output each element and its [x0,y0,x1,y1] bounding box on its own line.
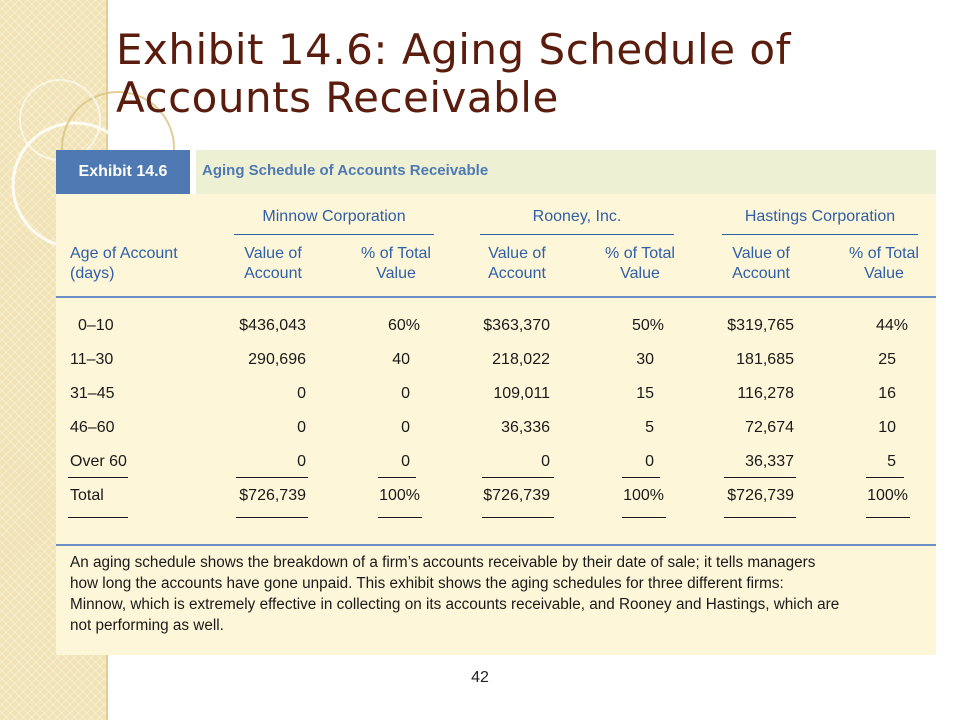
cell-hastings-value: 72,674 [745,419,794,436]
cell-rooney-value: 218,022 [492,351,550,368]
group-header-hastings: Hastings Corporation [744,208,896,225]
underline-minnow-value [236,477,308,478]
underline-hastings-pct [866,517,910,518]
slide-title-line1: Exhibit 14.6: Aging Schedule of [116,25,791,74]
column-header-line: Account [244,265,302,282]
column-header-line: Value of [732,245,790,262]
cell-minnow-value: $436,043 [239,317,306,334]
column-header-line: Value of [244,245,302,262]
cell-minnow-pct: 0 [401,419,410,436]
cell-age: 31–45 [70,385,115,402]
caption-line: how long the accounts have gone unpaid. This exhibit shows the aging schedules for three different firms: [70,575,784,592]
column-header-age [70,244,220,284]
cell-age: 0–10 [78,317,114,334]
cell-minnow-value: $726,739 [239,487,306,504]
cell-age: 46–60 [70,419,115,436]
table-row [56,316,936,350]
underline-age [68,517,128,518]
column-header-hastings-value [714,244,808,284]
page-number: 42 [471,669,489,686]
cell-age: Over 60 [70,453,127,470]
cell-rooney-value: 109,011 [493,385,550,402]
cell-minnow-value: 0 [297,385,306,402]
group-header-rooney: Rooney, Inc. [532,208,622,225]
cell-minnow-pct: 0 [401,453,410,470]
underline-hastings-value [724,517,796,518]
cell-hastings-value: $726,739 [727,487,794,504]
cell-hastings-pct: 100% [867,487,908,504]
column-header-line: % of Total [849,245,919,262]
column-header-rooney-pct [590,244,690,284]
cell-rooney-pct: 30 [636,351,654,368]
column-header-line: Account [732,265,790,282]
column-header-hastings-pct [834,244,934,284]
cell-minnow-value: 290,696 [248,351,306,368]
cell-hastings-value: 181,685 [736,351,794,368]
underline-minnow-value [236,517,308,518]
underline-hastings-value [724,477,796,478]
slide-title [116,26,896,122]
column-header-minnow-value [226,244,320,284]
cell-rooney-pct: 100% [623,487,664,504]
cell-minnow-pct: 60% [387,317,420,334]
cell-rooney-value: 0 [541,453,550,470]
cell-rooney-pct: 15 [636,385,654,402]
cell-minnow-value: 0 [297,419,306,436]
group-underline-hastings [722,234,918,235]
column-header-rooney-value [470,244,564,284]
column-header-line: % of Total [361,245,431,262]
exhibit-heading: Aging Schedule of Accounts Receivable [202,162,489,179]
exhibit-caption [70,552,928,636]
cell-minnow-pct: 0 [401,385,410,402]
cell-hastings-pct: 16 [878,385,896,402]
cell-rooney-value: 36,336 [501,419,550,436]
column-header-minnow-pct [346,244,446,284]
cell-rooney-pct: 50% [631,317,664,334]
column-header-line: % of Total [605,245,675,262]
caption-line: Minnow, which is extremely effective in collecting on its accounts receivable, and Rooney and Hastings, which are [70,596,840,613]
column-header-line: Account [488,265,546,282]
column-header-age-line2: (days) [70,265,115,282]
exhibit-tag: Exhibit 14.6 [56,150,190,194]
cell-minnow-pct: 40 [392,351,410,368]
table-row [56,384,936,418]
cell-hastings-pct: 25 [878,351,896,368]
group-underline-rooney [480,234,674,235]
cell-hastings-value: $319,765 [727,317,794,334]
cell-age: 11–30 [70,351,114,368]
underline-hastings-pct [866,477,904,478]
column-header-line: Value [376,265,416,282]
group-header-minnow: Minnow Corporation [262,208,406,225]
cell-age: Total [70,487,104,504]
table-row-total [56,486,936,520]
underline-rooney-pct [622,517,666,518]
exhibit-figure [56,150,936,655]
underline-age [68,477,128,478]
cell-rooney-value: $363,370 [483,317,550,334]
cell-hastings-pct: 5 [887,453,896,470]
caption-line: An aging schedule shows the breakdown of a firm’s accounts receivable by their date of sale; it tells managers [70,554,816,571]
cell-rooney-pct: 0 [645,453,654,470]
table-row [56,418,936,452]
column-header-line: Value of [488,245,546,262]
underline-minnow-pct [378,477,416,478]
table-row [56,452,936,486]
cell-minnow-value: 0 [297,453,306,470]
header-rule [56,296,936,298]
cell-hastings-pct: 10 [878,419,896,436]
column-header-age-line1: Age of Account [70,245,178,262]
cell-rooney-pct: 5 [645,419,654,436]
exhibit-tag-divider [190,150,196,194]
group-underline-minnow [234,234,434,235]
underline-rooney-value [482,477,554,478]
cell-rooney-value: $726,739 [483,487,550,504]
column-header-line: Value [864,265,904,282]
cell-hastings-value: 36,337 [745,453,794,470]
caption-line: not performing as well. [70,617,224,634]
underline-minnow-pct [378,517,422,518]
underline-rooney-pct [622,477,660,478]
cell-hastings-pct: 44% [875,317,908,334]
cell-minnow-pct: 100% [379,487,420,504]
column-header-line: Value [620,265,660,282]
slide-title-line2: Accounts Receivable [116,73,559,122]
cell-hastings-value: 116,278 [737,385,794,402]
underline-rooney-value [482,517,554,518]
table-row [56,350,936,384]
note-rule [56,544,936,546]
